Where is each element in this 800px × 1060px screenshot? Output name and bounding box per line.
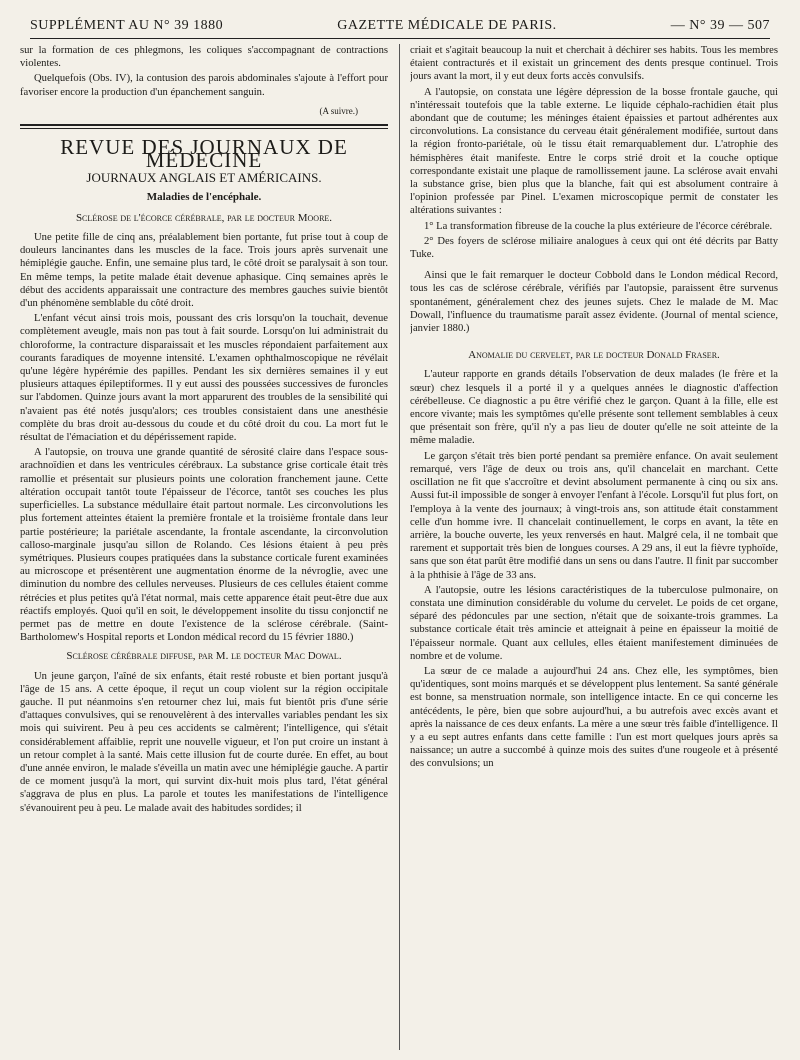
article-paragraph: A l'autopsie, on constata une légère dépression de la bosse frontale gauche, qui n'intéressait toutefois que la table externe. Le liquide céphalo-rachidien était plus abondant que de coutume; les méninges étaient épaissies et partout adhérentes aux circonvolutions. La consistance du cerveau était généralement modifiée, surtout dans la région fronto-pariétale, où le tissu était remarquablement dur. L'atrophie des hémisphères était manifeste. Entre le corps strié droit et la couche optique correspondante existait une plaque de ramollissement jaune. La sclérose avait envahi la substance grise, bien plus que la blanche, fait qui est absolument contraire à l'opinion professée par Pinel. L'examen microscopique permit de constater les altérations suivantes : (410, 86, 778, 217)
article-paragraph: L'auteur rapporte en grands détails l'observation de deux malades (le frère et la sœur) chez lesquels il a porté il y a quelques années le diagnostic d'affection cérébelleuse. Ce diagnostic a pu être vérifié chez le garçon. Quant à la fille, elle est encore vivante; mais les symptômes qu'elle présente sont tellement semblables à ceux que présentait son frère, qu'il n'y a pas lieu de douter qu'elle ne soit atteinte de la même maladie. (410, 369, 778, 447)
article-title: Sclérose cérébrale diffuse, par M. le docteur Mac Dowal. (66, 650, 342, 663)
article-paragraph: A l'autopsie, on trouva une grande quantité de sérosité claire dans l'espace sous-arachnoïdien et dans les ventricules cérébraux. La substance grise corticale était très ramollie et présentait sur plusieurs points une coloration franchement jaune. Cette altération occupait tantôt toute l'épaisseur de l'écorce, tantôt ses couches les plus superficielles. La substance médullaire était partout normale. Les circonvolutions les plus fortement atteintes étaient la première frontale et la troisième frontale dans leur partie postérieure; la pariétale ascendante, la frontale ascendante, la circonvolution calloso-marginale jusqu'au sillon de Rolando. Ces lésions étaient à peu près symétriques. Plusieurs coupes pratiquées dans la substance corticale furent examinées au microscope et présentèrent une augmentation énorme de la névroglie, avec une diminution du nombre des cellules nerveuses. Plusieurs de ces cellules étaient comme rétrécies et plus petites qu'à l'état normal, mais cette apparence était peut-être due aux réactifs employés. Quoi qu'il en soit, le développement insolite du tissu conjonctif ne permet pas de mettre en doute l'existence de la sclérose cérébrale. (Saint-Bartholomew's Hospital reports et London médical record du 15 février 1880.) (20, 447, 388, 644)
a-suivre-note: (A suivre.) (319, 105, 358, 116)
carry-paragraph: Quelquefois (Obs. IV), la contusion des parois abdominales s'ajoute à l'effort pour favoriser encore la production d'un épanchement sanguin. (20, 73, 388, 98)
article-paragraph: Ainsi que le fait remarquer le docteur Cobbold dans le London médical Record, tous les cas de sclérose cérébrale, vérifiés par l'autopsie, paraissent être survenus spontanément, généralement chez des jeunes sujets. Chez le malade de M. Mac Dowall, l'influence du traumatisme paraît assez évidente. (Journal of mental science, janvier 1880.) (410, 270, 778, 335)
article-title: Sclérose de l'écorce cérébrale, par le docteur Moore. (75, 211, 333, 224)
spacer (410, 337, 778, 343)
list-item: 2° Des foyers de sclérose miliaire analogues à ceux qui ont été décrits par Batty Tuke. (410, 235, 778, 261)
revue-title: REVUE DES JOURNAUX DE MÉDECINE (60, 135, 348, 173)
section-rule (20, 124, 388, 129)
page-header (30, 8, 770, 39)
left-column (20, 44, 388, 1054)
revue-subtitle: JOURNAUX ANGLAIS ET AMÉRICAINS. (86, 170, 322, 186)
list-item: 1° La transformation fibreuse de la couche la plus extérieure de l'écorce cérébrale. (424, 220, 773, 232)
header-center: GAZETTE MÉDICALE DE PARIS. (337, 18, 557, 33)
article-paragraph: A l'autopsie, outre les lésions caractéristiques de la tuberculose pulmonaire, on constata une diminution considérable du volume du cervelet. Le poids de cet organe, séparé des pédoncules par une section, n'était que de soixante-trois grammes. La substance corticale était très amincie et atteignait à peine en épaisseur la moitié de l'épaisseur normale. Quant aux cellules, elles étaient manifestement diminuées de nombre et de volume. (410, 584, 778, 662)
column-divider (399, 44, 400, 1050)
article-paragraph: Un jeune garçon, l'aîné de six enfants, était resté robuste et bien portant jusqu'à l'âge de 15 ans. A cette époque, il reçut un coup violent sur la région occipitale gauche. Il put néanmoins s'en retourner chez lui, mais fut bientôt pris d'une série d'attaques convulsives, qui se renouvelèrent à des intervalles variables pendant les six mois qui suivirent. Peu à peu ces accidents se calmèrent; l'intelligence, qui s'était considérablement affaiblie, reprit une nouvelle vigueur, et l'on put croire un instant à un retour complet à la santé. Mais cette illusion fut de courte durée. En effet, au bout d'une année environ, le malade s'éveilla un matin avec une hémiplégie gauche. A partir de ce moment jusqu'à la mort, qui survint dix-huit mois plus tard, l'état général s'aggrava de plus en plus. La parole et toutes les manifestations de l'intelligence s'évanouirent peu à peu. Le malade avait des habitudes sordides; il (20, 670, 388, 814)
revue-section-heading: Maladies de l'encéphale. (146, 190, 262, 203)
article-paragraph: Une petite fille de cinq ans, préalablement bien portante, fut prise tout à coup de douleurs lancinantes dans les muscles de la face. Trois jours après survenait une hémiplégie gauche. Enfin, une semaine plus tard, le côté droit se paralysait à son tour. En même temps, la petite malade était devenue aphasique. Cinq semaines après le début des accidents apparaissait une contracture des membres gauches suivie bientôt d'un phénomène semblable du côté droit. (20, 232, 388, 310)
carry-paragraph: sur la formation de ces phlegmons, les coliques s'accompagnant de contractions violentes. (20, 45, 388, 70)
article-paragraph: L'enfant vécut ainsi trois mois, poussant des cris lorsqu'on la touchait, devenue complètement aveugle, mais non pas tout à fait sourde. Lorsqu'on lui administrait du chloroforme, la contracture disparaissait et les muscles répondaient parfaitement aux courants faradiques de moyenne intensité. L'examen ophthalmoscopique ne révélait qu'une légère hypérémie des papilles. Pendant les six dernières semaines il y eut plusieurs attaques épileptiformes. Il y eut aussi des poussées successives de furoncles sur l'abdomen. Quinze jours avant la mort apparurent des troubles de la sensibilité qui n'avaient pas été notés jusqu'alors; ces troubles consistaient dans une anesthésie complète du bras droit au-dessous du coude et du côté droit du cou. La mort fut le résultat de l'émaciation et du dépérissement rapide. (20, 313, 388, 444)
right-column (410, 44, 778, 1054)
carry-paragraph: criait et s'agitait beaucoup la nuit et cherchait à déchirer ses habits. Tous les membres étaient contracturés et il existait un grincement des dents presque continuel. Trois jours avant la mort, il y eut deux forts accès convulsifs. (410, 45, 778, 83)
article-paragraph: La sœur de ce malade a aujourd'hui 24 ans. Chez elle, les symptômes, bien qu'identiques, sont moins marqués et se développent plus lentement. Sa santé générale est bonne, sa menstruation normale, son intelligence intacte. En ce qui concerne les antécédents, le père, bien que sobre aujourd'hui, a bu autrefois avec excès avant et après la naissance de ces deux enfants. La mère a une sœur très faible d'intelligence. Il y a eu sept autres enfants dans cette famille : l'un est mort quelques jours après sa naissance; un autre a succombé à quinze mois des suites d'une rougeole et à présenté des convulsions; un (410, 665, 778, 770)
header-left: SUPPLÉMENT AU N° 39 1880 (30, 18, 224, 33)
article-title: Anomalie du cervelet, par le docteur Donald Fraser. (468, 349, 720, 362)
article-paragraph: Le garçon s'était très bien porté pendant sa première enfance. On avait seulement remarqué, vers l'âge de deux ou trois ans, qu'il chancelait en marchant. Cette oscillation ne fit que s'accroître et devint absolument permanente à cinq ou six ans. Aussi fut-il impossible de songer à envoyer l'enfant à l'école. Lorsqu'il fut plus fort, on l'employa à la vente des journaux; à vingt-trois ans, son attitude était constamment celle d'un homme ivre. Il chancelait continuellement, le corps en avant, la tête en arrière, la bouche ouverte, les yeux renversés en haut. Malgré cela, il ne tombait que rarement et supportait très bien de longues courses. A 29 ans, il eut la fièvre typhoïde, sans que son état parût être modifié dans un sens ou dans l'autre. Il finit par succomber à la phthisie à l'âge de 33 ans. (410, 450, 778, 581)
header-right: — N° 39 — 507 (670, 18, 770, 33)
